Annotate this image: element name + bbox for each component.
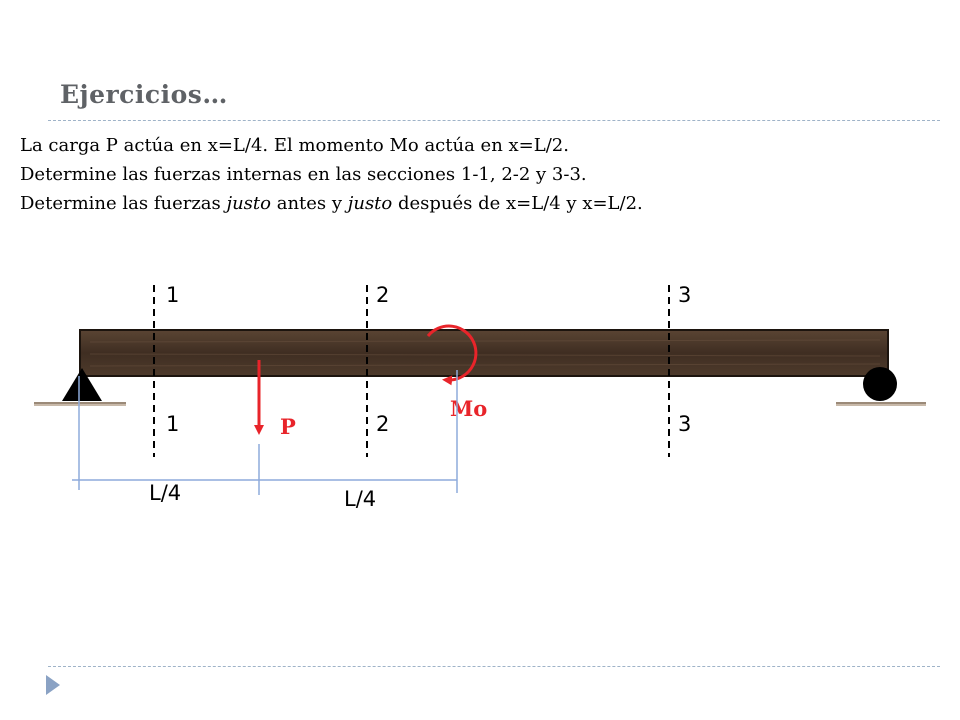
statement-line-3: Determine las fuerzas justo antes y justo después de x=L/4 y x=L/2. — [20, 193, 643, 214]
slide-title: Ejercicios… — [60, 80, 228, 109]
section-3-top-label: 3 — [678, 283, 692, 307]
section-1-top-label: 1 — [166, 283, 180, 307]
dimension-label-1: L/4 — [149, 481, 182, 505]
bottom-divider — [48, 666, 940, 667]
right-ground — [836, 402, 926, 406]
section-2-bottom-label: 2 — [376, 412, 390, 436]
dimension-lines — [72, 370, 457, 495]
moment-label: Mo — [450, 396, 488, 421]
roller-support — [863, 367, 897, 401]
section-2-top-label: 2 — [376, 283, 390, 307]
section-1-bottom-label: 1 — [166, 412, 180, 436]
statement-line-2: Determine las fuerzas internas en las secciones 1-1, 2-2 y 3-3. — [20, 164, 587, 185]
statement-line-1: La carga P actúa en x=L/4. El momento Mo actúa en x=L/2. — [20, 135, 569, 156]
load-label: P — [280, 414, 296, 439]
next-slide-arrow-icon[interactable] — [46, 675, 60, 695]
left-ground — [34, 402, 126, 406]
beam — [80, 330, 888, 376]
dimension-label-2: L/4 — [344, 487, 377, 511]
section-3-bottom-label: 3 — [678, 412, 692, 436]
